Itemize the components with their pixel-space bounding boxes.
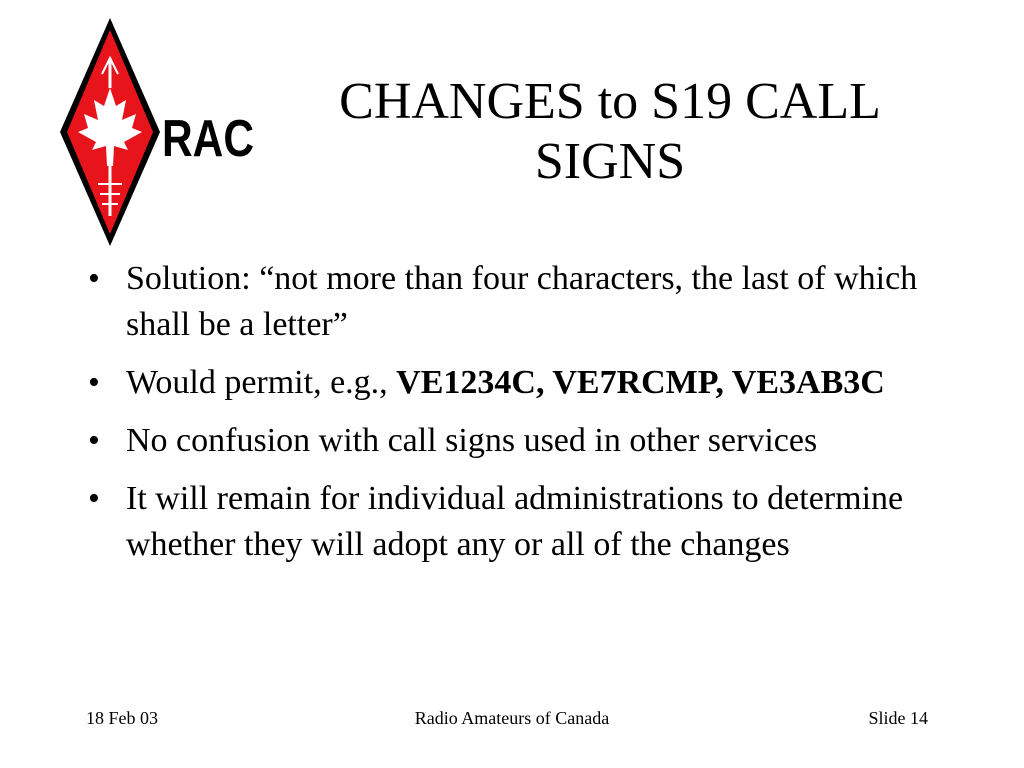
bullet-item [82,476,962,568]
rac-logo [58,16,258,248]
logo-text: RAC [162,110,254,168]
bullet-list [82,256,962,580]
bullet-text: No confusion with call signs used in other services [126,422,818,459]
footer-slide-number: Slide 14 [868,708,928,728]
bullet-text: Solution: “not more than four characters, the last of which shall be a letter” [126,260,918,343]
slide-title [290,72,930,192]
bullet-text: Would permit, e.g., [126,364,397,401]
bullet-item [82,256,962,348]
footer-date: 18 Feb 03 [86,708,158,728]
example-call-signs: VE1234C, VE7RCMP, VE3AB3C [396,364,885,401]
bullet-item [82,418,962,464]
bullet-text: It will remain for individual administrations to determine whether they will adopt any or all of the changes [126,480,904,563]
bullet-icon: • [88,422,100,459]
title-line-2: SIGNS [534,133,686,190]
title-line-1: CHANGES to S19 CALL [339,73,881,130]
bullet-icon: • [88,480,100,517]
bullet-icon: • [88,364,100,401]
bullet-item [82,360,962,406]
rac-logo-icon [58,16,258,248]
bullet-icon: • [88,260,100,297]
footer-organization: Radio Amateurs of Canada [414,708,610,728]
